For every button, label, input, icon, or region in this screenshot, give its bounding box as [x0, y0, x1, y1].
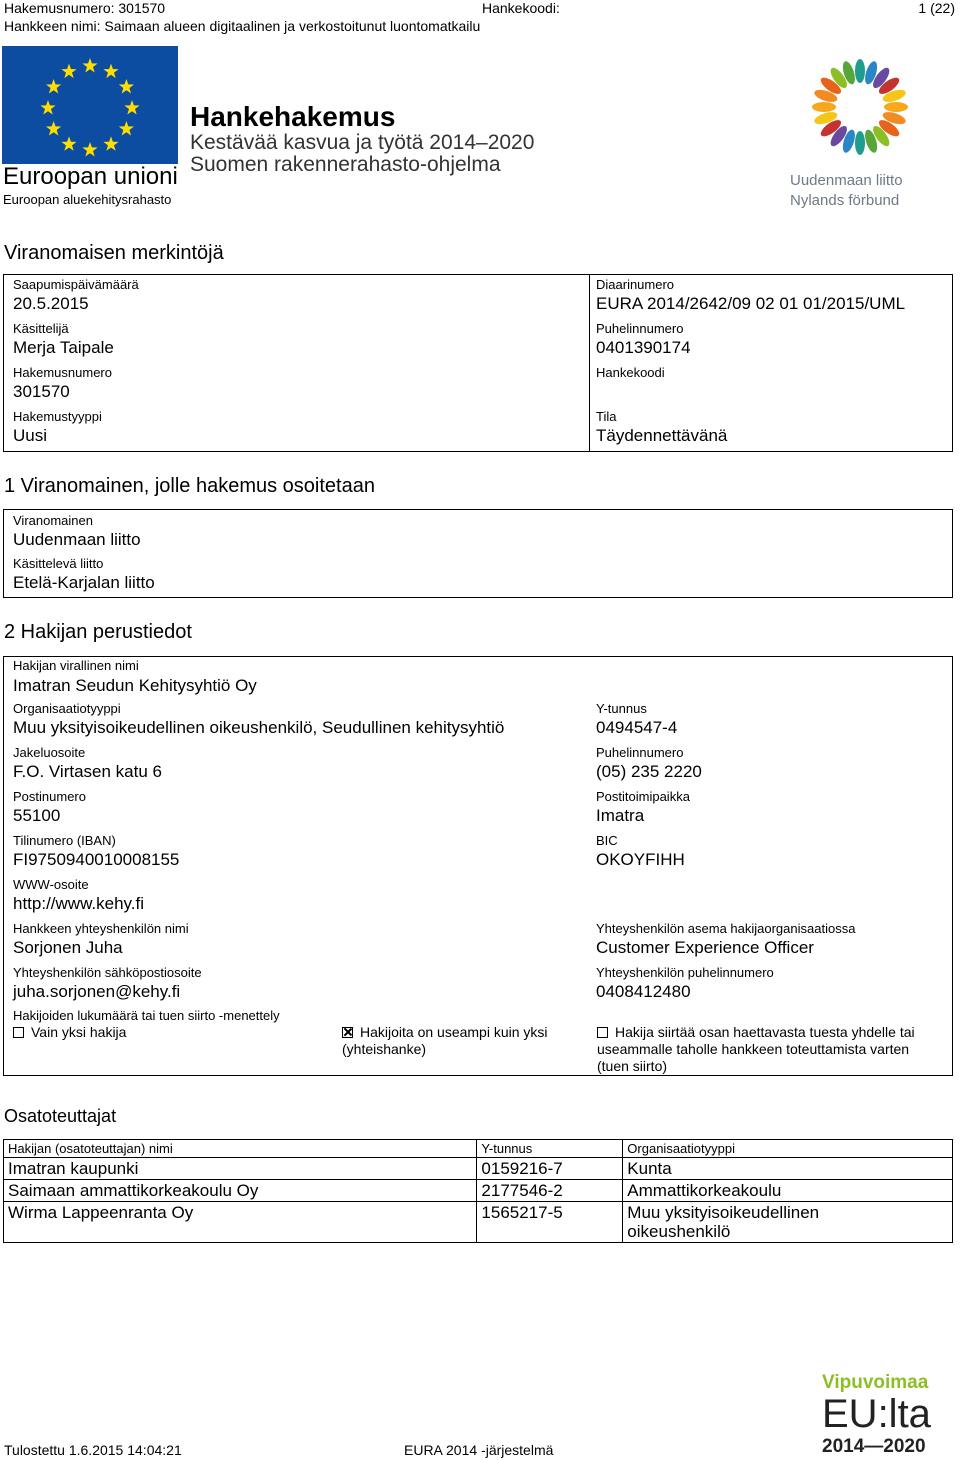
section2-left-value: Muu yksityisoikeudellinen oikeushenkilö, Seudullinen kehitysyhtiö [13, 718, 505, 737]
section2-left-label: Yhteyshenkilön sähköpostiosoite [13, 965, 202, 980]
cell-nimi: Saimaan ammattikorkeakoulu Oy [4, 1180, 477, 1202]
eu-name: Euroopan unioni [3, 163, 178, 190]
petal-icon [812, 102, 836, 112]
viranomaisen-left-value: Merja Taipale [13, 338, 114, 357]
section2-right-value: 0408412480 [596, 982, 691, 1001]
viranomainen-label: Viranomainen [13, 513, 93, 528]
virallinen-nimi-label: Hakijan virallinen nimi [13, 658, 139, 673]
section2-left-value: juha.sorjonen@kehy.fi [13, 982, 181, 1001]
section2-right-label: BIC [596, 833, 618, 848]
col-header-ytunnus: Y-tunnus [477, 1140, 623, 1158]
option-label-line2: useammalle taholle hankkeen toteuttamista varten [597, 1041, 910, 1057]
eu-star-icon [82, 142, 97, 157]
footer-printed: Tulostettu 1.6.2015 14:04:21 [4, 1442, 182, 1458]
cell-ytunnus: 2177546-2 [477, 1180, 623, 1202]
uusimaa-logo [790, 52, 930, 162]
uusimaa-flower-icon [790, 52, 930, 162]
viranomaisen-title: Viranomaisen merkintöjä [4, 242, 224, 264]
table-row [4, 1158, 953, 1180]
viranomaisen-left-value: 301570 [13, 382, 70, 401]
banner-subtitle-1: Kestävää kasvua ja työtä 2014–2020 [190, 131, 535, 154]
cell-nimi: Imatran kaupunki [4, 1158, 477, 1180]
eu-fund-name: Euroopan aluekehitysrahasto [3, 192, 172, 207]
footer-system: EURA 2014 -järjestelmä [404, 1442, 554, 1458]
viranomaisen-left-value: Uusi [13, 426, 48, 445]
cell-ytunnus: 1565217-5 [477, 1202, 623, 1243]
viranomaisen-right-value: 0401390174 [596, 338, 691, 357]
osatoteuttajat-table [3, 1139, 953, 1243]
eu-star-icon [82, 58, 97, 73]
option-tuen-siirto[interactable] [597, 1024, 915, 1075]
section2-right-label: Yhteyshenkilön asema hakijaorganisaatiossa [596, 921, 856, 936]
section2-left-value: FI9750940010008155 [13, 850, 180, 869]
cell-tyyppi-line2: oikeushenkilö [627, 1222, 731, 1241]
checkbox-unchecked-icon[interactable] [597, 1027, 608, 1038]
section1-title: 1 Viranomainen, jolle hakemus osoitetaan [4, 475, 375, 497]
option-label-line2: (yhteishanke) [342, 1041, 427, 1057]
cell-tyyppi-line1: Muu yksityisoikeudellinen [627, 1203, 820, 1222]
viranomaisen-right-value: Täydennettävänä [596, 426, 728, 445]
section2-left-label: Tilinumero (IBAN) [13, 833, 116, 848]
eu-star-icon [46, 121, 61, 136]
section2-right-value: 0494547-4 [596, 718, 678, 737]
viranomaisen-left-label: Käsittelijä [13, 321, 69, 336]
option-label: Vain yksi hakija [31, 1024, 127, 1040]
section2-right-label: Y-tunnus [596, 701, 647, 716]
petal-icon [884, 102, 908, 112]
eu-stars-icon [2, 46, 178, 164]
section2-left-value: Sorjonen Juha [13, 938, 123, 957]
kasittelevaliitto-label: Käsittelevä liitto [13, 556, 104, 571]
eulta-logo-text: EU:lta [822, 1392, 931, 1436]
cell-tyyppi [623, 1202, 953, 1243]
col-header-tyyppi: Organisaatiotyyppi [623, 1140, 953, 1158]
cell-tyyppi [623, 1180, 953, 1202]
eu-star-icon [40, 100, 55, 115]
section2-right-value: (05) 235 2220 [596, 762, 702, 781]
section2-left-label: WWW-osoite [13, 877, 89, 892]
eu-star-icon [61, 64, 76, 79]
viranomaisen-right-value: EURA 2014/2642/09 02 01 01/2015/UML [596, 294, 906, 313]
petal-icon [855, 59, 865, 83]
viranomaisen-left-label: Hakemustyyppi [13, 409, 102, 424]
header-hankekoodi: Hankekoodi: [482, 0, 560, 16]
cell-tyyppi [623, 1158, 953, 1180]
viranomaisen-left-label: Hakemusnumero [13, 365, 112, 380]
viranomaisen-left-value: 20.5.2015 [13, 294, 89, 313]
cell-nimi: Wirma Lappeenranta Oy [4, 1202, 477, 1243]
section2-left-value: 55100 [13, 806, 61, 825]
eu-star-icon [46, 79, 61, 94]
section2-left-label: Jakeluosoite [13, 745, 86, 760]
option-yhteishanke[interactable] [342, 1024, 548, 1058]
logo-years: 2014—2020 [822, 1436, 926, 1457]
header-hankkeen-nimi: Hankkeen nimi: Saimaan alueen digitaalinen ja verkostoitunut luontomatkailu [4, 18, 481, 34]
eu-star-icon [61, 136, 76, 150]
section2-right-value: Customer Experience Officer [596, 938, 814, 957]
eu-star-icon [119, 121, 134, 136]
eu-star-icon [119, 79, 134, 94]
table-row [4, 1180, 953, 1202]
banner-title: Hankehakemus [190, 101, 396, 132]
cell-tyyppi-line1: Kunta [627, 1159, 672, 1178]
section2-right-label: Yhteyshenkilön puhelinnumero [596, 965, 774, 980]
section2-left-label: Hankkeen yhteyshenkilön nimi [13, 921, 189, 936]
banner-subtitle-2: Suomen rakennerahasto-ohjelma [190, 153, 501, 176]
eu-star-icon [124, 100, 139, 115]
viranomaisen-left-label: Saapumispäivämäärä [13, 277, 139, 292]
viranomaisen-right-label: Puhelinnumero [596, 321, 684, 336]
option-label: Hakija siirtää osan haettavasta tuesta yhdelle tai [615, 1024, 915, 1040]
eu-flag-logo [2, 46, 178, 164]
divider [589, 275, 590, 451]
cell-tyyppi-line1: Ammattikorkeakoulu [627, 1181, 782, 1200]
option-label-line3: (tuen siirto) [597, 1058, 668, 1074]
section2-left-value: F.O. Virtasen katu 6 [13, 762, 162, 781]
uusimaa-name-sv: Nylands förbund [790, 192, 900, 209]
lukumaara-label: Hakijoiden lukumäärä tai tuen siirto -menettely [13, 1008, 280, 1023]
vipuvoimaa-logo-text: Vipuvoimaa [822, 1372, 929, 1393]
osatoteuttajat-title: Osatoteuttajat [4, 1106, 117, 1126]
header-hakemusnumero: Hakemusnumero: 301570 [4, 0, 166, 16]
checkbox-checked-icon[interactable] [342, 1027, 353, 1038]
section2-title: 2 Hakijan perustiedot [4, 621, 192, 643]
col-header-nimi: Hakijan (osatoteuttajan) nimi [4, 1140, 477, 1158]
eu-star-icon [103, 136, 118, 150]
section2-left-label: Organisaatiotyyppi [13, 701, 121, 716]
section2-right-value: Imatra [596, 806, 645, 825]
uusimaa-name-fi: Uudenmaan liitto [790, 172, 903, 189]
kasittelevaliitto-value: Etelä-Karjalan liitto [13, 573, 155, 592]
option-vain-yksi[interactable] [13, 1024, 126, 1041]
petal-icon [855, 131, 865, 155]
cell-ytunnus: 0159216-7 [477, 1158, 623, 1180]
table-header-row [4, 1140, 953, 1158]
section2-left-value: http://www.kehy.fi [13, 894, 145, 913]
section2-left-label: Postinumero [13, 789, 86, 804]
section2-right-value: OKOYFIHH [596, 850, 685, 869]
header-page-number: 1 (22) [918, 0, 955, 16]
viranomaisen-right-label: Tila [596, 409, 617, 424]
viranomaisen-right-label: Diaarinumero [596, 277, 675, 292]
table-row [4, 1202, 953, 1243]
virallinen-nimi-value: Imatran Seudun Kehitysyhtiö Oy [13, 676, 257, 695]
section2-right-label: Postitoimipaikka [596, 789, 690, 804]
viranomainen-value: Uudenmaan liitto [13, 530, 141, 549]
checkbox-unchecked-icon[interactable] [13, 1027, 24, 1038]
option-label: Hakijoita on useampi kuin yksi [360, 1024, 548, 1040]
viranomaisen-right-label: Hankekoodi [596, 365, 665, 380]
section2-right-label: Puhelinnumero [596, 745, 684, 760]
eu-star-icon [103, 64, 118, 79]
